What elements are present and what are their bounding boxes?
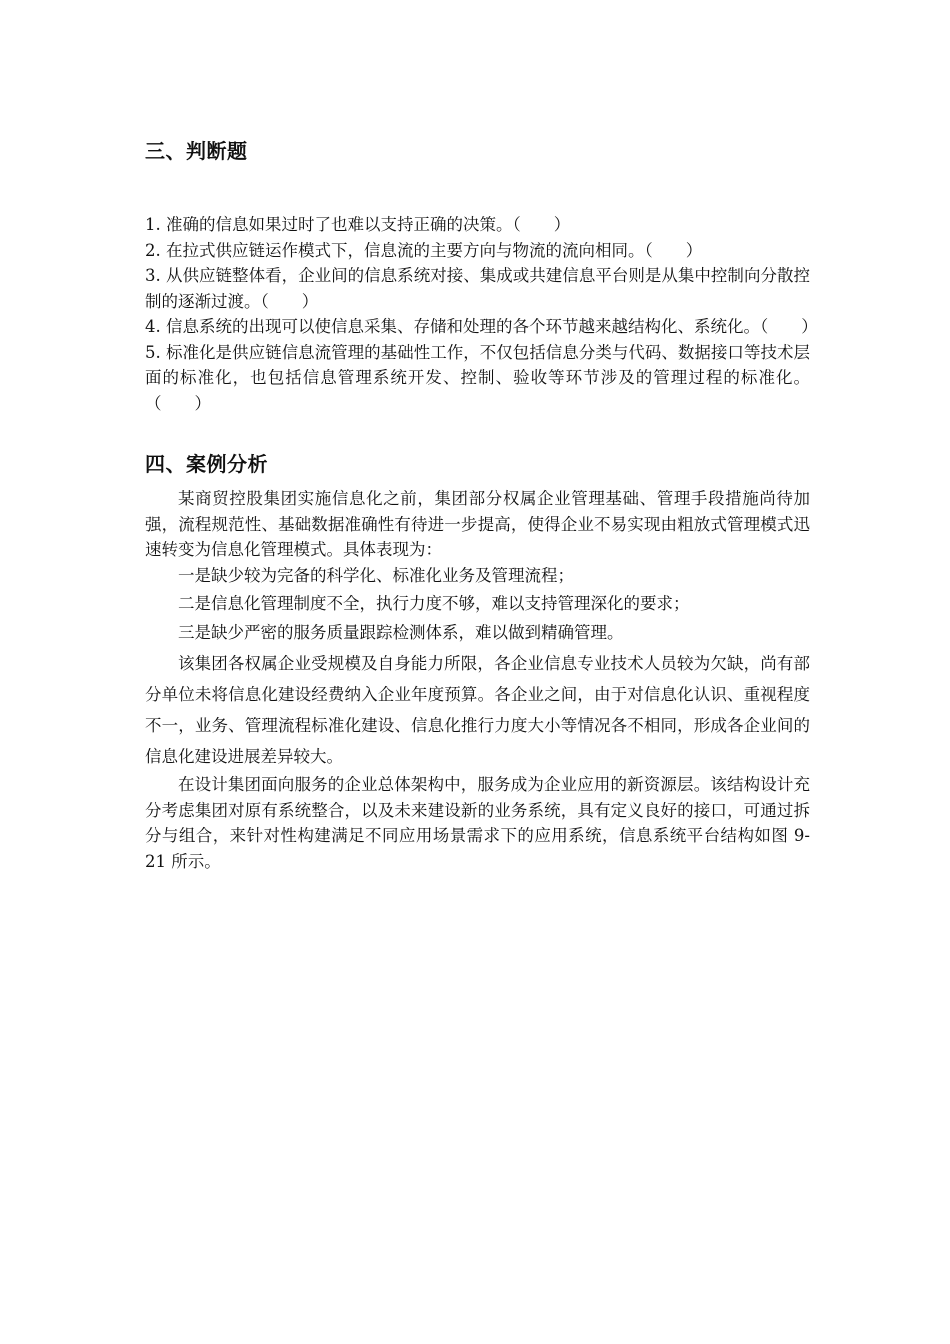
section-4-heading: 四、案例分析 [145,452,268,476]
case-analysis-body [145,486,810,874]
question-4: 4. 信息系统的出现可以使信息采集、存储和处理的各个环节越来越结构化、系统化。（ ） [145,317,818,336]
case-intro-paragraph: 某商贸控股集团实施信息化之前，集团部分权属企业管理基础、管理手段措施尚待加强，流程规范性、基础数据准确性有待进一步提高，使得企业不易实现由粗放式管理模式迅速转变为信息化管理模式。具体表现为： [145,489,810,559]
case-point-3: 三是缺少严密的服务质量跟踪检测体系，难以做到精确管理。 [178,622,624,642]
section-3-heading: 三、判断题 [145,139,248,163]
question-3: 3. 从供应链整体看，企业间的信息系统对接、集成或共建信息平台则是从集中控制向分散控制的逐渐过渡。（ ） [145,266,810,311]
question-1: 1. 准确的信息如果过时了也难以支持正确的决策。（ ） [145,215,571,234]
question-2: 2. 在拉式供应链运作模式下，信息流的主要方向与物流的流向相同。（ ） [145,240,703,260]
case-point-2: 二是信息化管理制度不全，执行力度不够，难以支持管理深化的要求； [178,594,690,613]
true-false-question-list [145,212,818,416]
case-paragraph-3: 在设计集团面向服务的企业总体架构中，服务成为企业应用的新资源层。该结构设计充分考虑集团对原有系统整合，以及未来建设新的业务系统，具有定义良好的接口，可通过拆分与组合，来针对性构建满足不同应用场景需求下的应用系统，信息系统平台结构如图 9-21 所示。 [145,775,810,871]
question-5: 5. 标准化是供应链信息流管理的基础性工作，不仅包括信息分类与代码、数据接口等技术层面的标准化，也包括信息管理系统开发、控制、验收等环节涉及的管理过程的标准化。（ ） [145,342,810,413]
case-point-1: 一是缺少较为完备的科学化、标准化业务及管理流程； [178,565,574,585]
case-paragraph-2: 该集团各权属企业受规模及自身能力所限，各企业信息专业技术人员较为欠缺，尚有部分单位未将信息化建设经费纳入企业年度预算。各企业之间，由于对信息化认识、重视程度不一，业务、管理流程标准化建设、信息化推行力度大小等情况各不相同，形成各企业间的信息化建设进展差异较大。 [145,654,810,766]
